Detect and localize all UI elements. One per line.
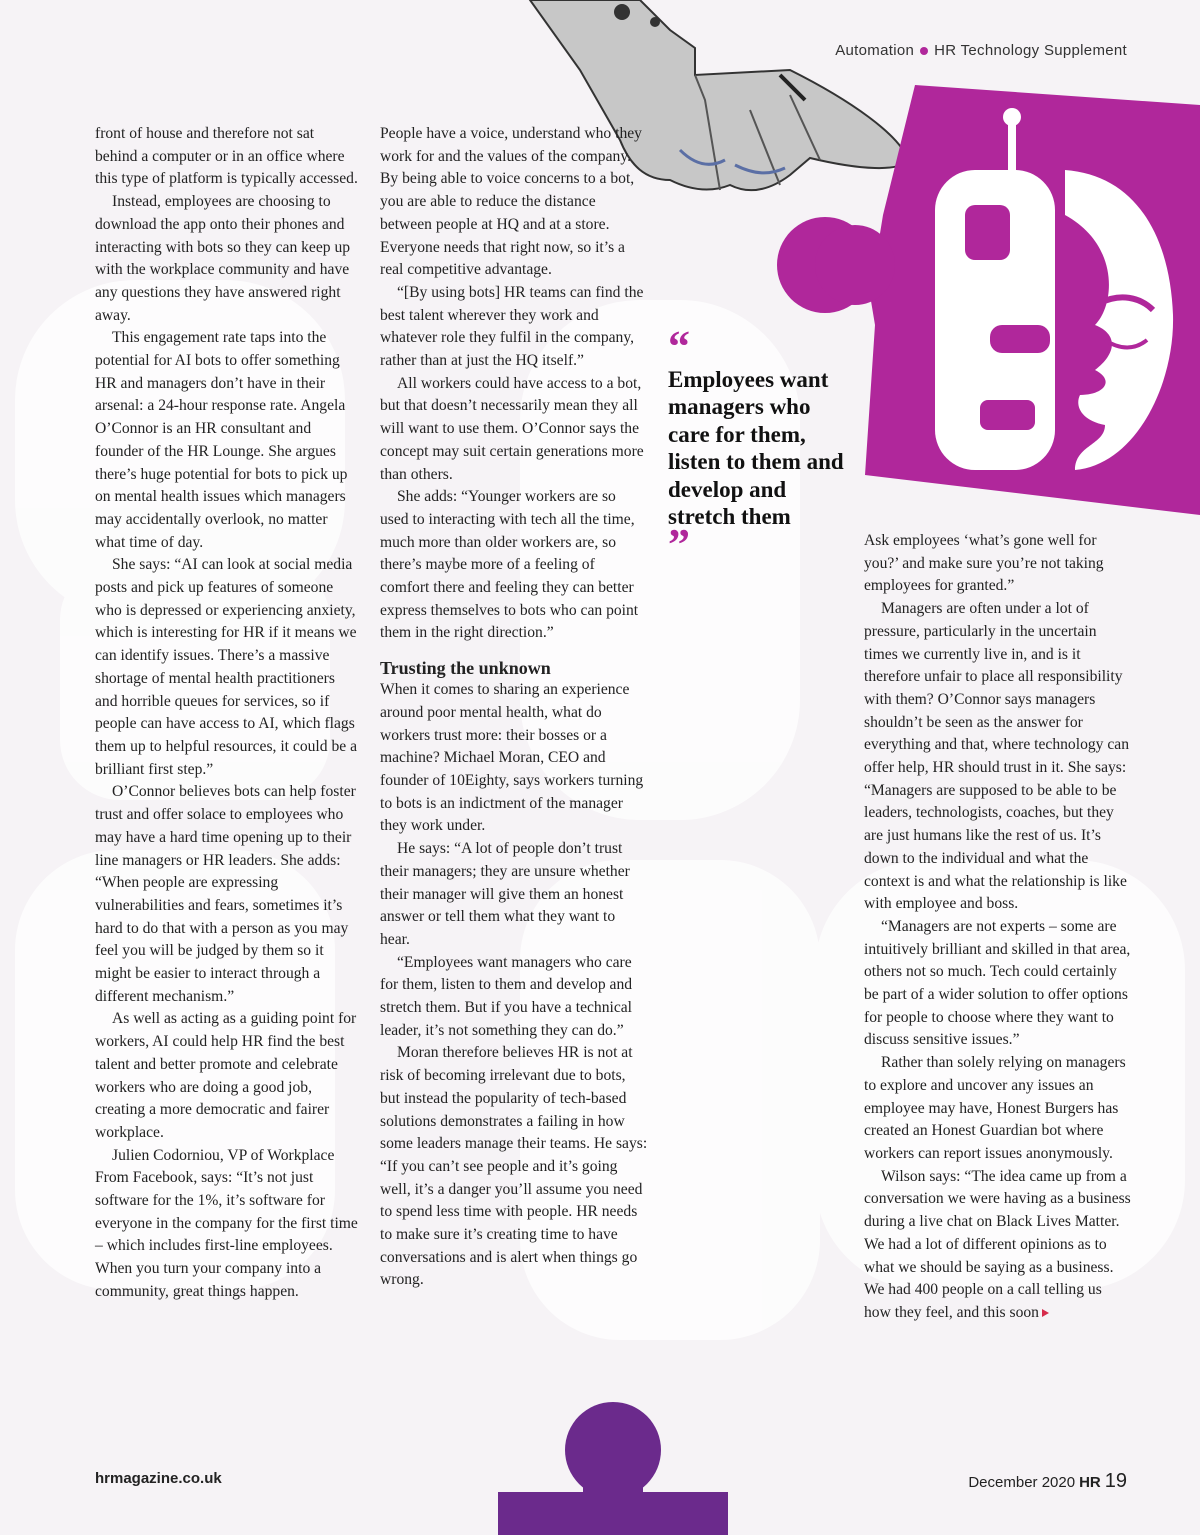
paragraph: “Managers are not experts – some are intuitively brilliant and skilled in that area, others not so much. Tech could certainly be part of a wider solution to offer options for people to choose where they want to discuss sensitive issues.” — [864, 917, 1131, 1049]
column-3 — [864, 530, 1132, 1325]
paragraph: Managers are often under a lot of pressure, particularly in the uncertain times we currently live in, and is it therefore unfair to place all responsibility with them? O’Connor says managers shouldn’t be seen as the answer for everything and that, where technology can offer help, HR should trust in it. She says: “Managers are supposed to be able to be leaders, technologists, coaches, but they are just humans like the rest of us. It’s down to the individual and what the context is and what the relationship is like with employee and boss. — [864, 600, 1129, 913]
paragraph: “Employees want managers who care for them, listen to them and develop and stretch them. But if you have a technical leader, it’s not something they can do.” — [380, 953, 633, 1039]
paragraph: Ask employees ‘what’s gone well for you?’ and make sure you’re not taking employees for granted.” — [864, 532, 1104, 595]
running-header — [835, 42, 1127, 59]
open-quote-mark: “ — [668, 322, 690, 371]
footer-date: December 2020 — [968, 1474, 1076, 1491]
subheading: Trusting the unknown — [380, 658, 551, 679]
paragraph: When it comes to sharing an experience around poor mental health, what do workers trust more: their bosses or a machine? Michael Moran, CEO and founder of 10Eighty, says workers turning to bots is an indictment of the manager they work under. — [380, 681, 644, 835]
paragraph: She says: “AI can look at social media posts and pick up features of someone who is depressed or experiencing anxiety, which is interesting for HR if it means we can identify issues. There’s a massive shortage of mental health practitioners and horrible queues for services, so if people can have access to AI, which flags them up to helpful resources, it could be a brilliant first step.” — [95, 556, 357, 778]
paragraph: People have a voice, understand who they work for and the values of the company. By being able to voice concerns to a bot, you are able to reduce the distance between people at HQ and at a store. Everyone needs that right now, so it’s a real competitive advantage. — [380, 125, 642, 279]
paragraph: As well as acting as a guiding point for workers, AI could help HR find the best talent and better promote and celebrate workers who are doing a good job, creating a more democratic and fairer workplace. — [95, 1010, 357, 1141]
section-label: Automation — [835, 42, 915, 59]
paragraph: She adds: “Younger workers are so used to interacting with tech all the time, much more than older workers are, so there’s maybe more of a feeling of comfort there and feeling they can better express themselves to bots who can point them in the right direction.” — [380, 488, 639, 642]
paragraph: front of house and therefore not sat behind a computer or in an office where this type of platform is typically accessed. — [95, 125, 358, 188]
footer-folio — [968, 1470, 1127, 1493]
paragraph: Instead, employees are choosing to download the app onto their phones and interacting with bots so they can keep up with the workplace community and have any questions they have answered right away. — [95, 193, 351, 324]
paragraph: All workers could have access to a bot, but that doesn’t necessarily mean they all will want to use them. O’Connor says the concept may suit certain generations more than others. — [380, 374, 644, 483]
paragraph: Rather than solely relying on managers to explore and uncover any issues an employee may have, Honest Burgers has created an Honest Guardian bot where workers can report issues anonymously. — [864, 1054, 1126, 1162]
paragraph-text: Wilson says: “The idea came up from a conversation we were having as a business during a live chat on Black Lives Matter. We had a lot of different opinions as to what we should be saying as a business. We had 400 people on a call telling us how they feel, and this soon — [864, 1167, 1131, 1321]
column-1 — [95, 123, 360, 1304]
continue-arrow-icon — [1042, 1309, 1049, 1317]
paragraph: O’Connor believes bots can help foster trust and offer solace to employees who may have a hard time opening up to their line managers or HR leaders. She adds: “When people are expressing vulnerabilities and fears, sometimes it’s hard to do that with a person as you may feel you will be judged by them so it might be easier to interact through a different mechanism.” — [95, 783, 356, 1005]
page-number: 19 — [1104, 1470, 1127, 1492]
paragraph-last — [864, 1166, 1132, 1325]
footer-mag: HR — [1079, 1474, 1101, 1491]
paragraph: “[By using bots] HR teams can find the best talent wherever they work and whatever role they fulfil in the company, rather than at just the HQ itself.” — [380, 283, 644, 370]
paragraph: He says: “A lot of people don’t trust their managers; they are unsure whether their manager will give them an honest answer or tell them what they want to hear. — [380, 840, 630, 948]
paragraph: This engagement rate taps into the potential for AI bots to offer something HR and managers don’t have in their arsenal: a 24-hour response rate. Angela O’Connor is an HR consultant and founder of the HR Lounge. She argues there’s huge potential for bots to pick up on mental health issues which managers may accidentally overlook, no matter what time of day. — [95, 329, 348, 551]
paragraph: Julien Codorniou, VP of Workplace From Facebook, says: “It’s not just software for the 1%, it’s software for everyone in the company for the first time – which includes first-line employees. When you turn your company into a community, great things happen. — [95, 1146, 358, 1300]
paragraph: Moran therefore believes HR is not at risk of becoming irrelevant due to bots, but instead the popularity of tech-based solutions demonstrates a failing in how some leaders manage their teams. He says: “If you can’t see people and it’s going well, it’s a danger you’ll assume you need to spend less time with people. HR needs to make sure it’s creating time to have conversations and is alert when things go wrong. — [380, 1044, 648, 1289]
puzzle-piece-illustration — [498, 1400, 728, 1535]
pull-quote — [668, 322, 848, 570]
pull-quote-text: Employees want managers who care for them, listen to them and develop and stretch them — [668, 367, 844, 530]
supplement-label: HR Technology Supplement — [934, 42, 1127, 59]
footer-site: hrmagazine.co.uk — [95, 1470, 222, 1487]
bullet-dot — [920, 47, 928, 55]
column-2 — [380, 123, 648, 1292]
close-quote-mark: ” — [668, 520, 690, 570]
